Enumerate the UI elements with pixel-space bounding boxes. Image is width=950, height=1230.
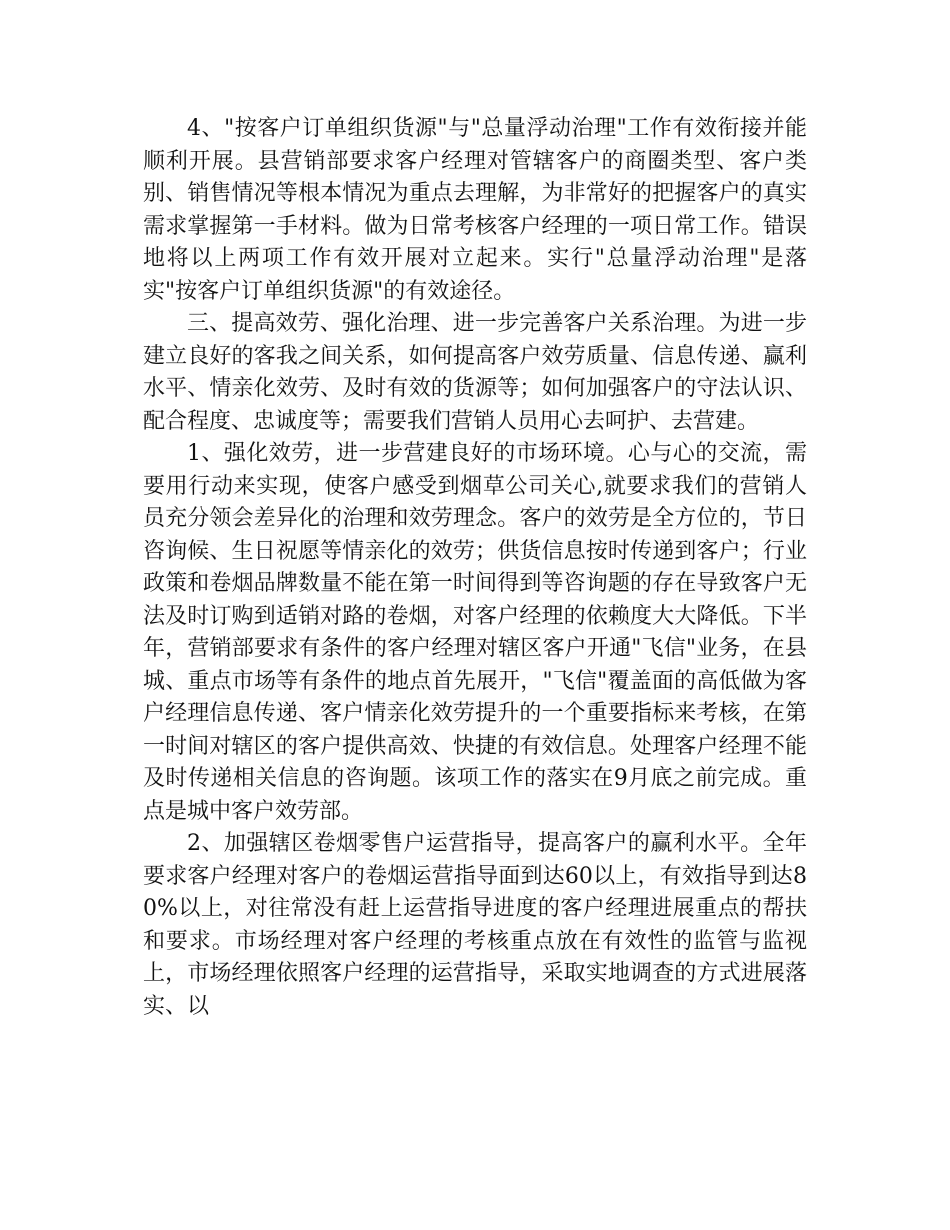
paragraph-item-1-service: 1、强化效劳，进一步营建良好的市场环境。心与心的交流，需要用行动来实现，使客户感受到烟草公司关心,就要求我们的营销人员充分领会差异化的治理和效劳理念。客户的效劳是全方位的，节日咨询候、生日祝愿等情亲化的效劳；供货信息按时传递到客户；行业政策和卷烟品牌数量不能在第一时间得到等咨询题的存在导致客户无法及时订购到适销对路的卷烟，对客户经理的依赖度大大降低。下半年，营销部要求有条件的客户经理对辖区客户开通"飞信"业务，在县城、重点市场等有条件的地点首先展开，"飞信"覆盖面的高低做为客户经理信息传递、客户情亲化效劳提升的一个重要指标来考核，在第一时间对辖区的客户提供高效、快捷的有效信息。处理客户经理不能及时传递相关信息的咨询题。该项工作的落实在9月底之前完成。重点是城中客户效劳部。 xyxy=(143,441,807,824)
document-body xyxy=(143,113,807,1023)
paragraph-item-2-guidance: 2、加强辖区卷烟零售户运营指导，提高客户的赢利水平。全年要求客户经理对客户的卷烟运营指导面到达60以上，有效指导到达80%以上，对往常没有赶上运营指导进度的客户经理进展重点的帮扶和要求。市场经理对客户经理的考核重点放在有效性的监管与监视上，市场经理依照客户经理的运营指导，采取实地调查的方式进展落实、以 xyxy=(143,831,807,1019)
paragraph-item-4-coordination: 4、"按客户订单组织货源"与"总量浮动治理"工作有效衔接并能顺利开展。县营销部要求客户经理对管辖客户的商圈类型、客户类别、销售情况等根本情况为重点去理解，为非常好的把握客户的真实需求掌握第一手材料。做为日常考核客户经理的一项日常工作。错误地将以上两项工作有效开展对立起来。实行"总量浮动治理"是落实"按客户订单组织货源"的有效途径。 xyxy=(143,116,807,304)
paragraph-section-3-service-management: 三、提高效劳、强化治理、进一步完善客户关系治理。为进一步建立良好的客我之间关系，如何提高客户效劳质量、信息传递、赢利水平、情亲化效劳、及时有效的货源等；如何加强客户的守法认识、配合程度、忠诚度等；需要我们营销人员用心去呵护、去营建。 xyxy=(143,311,807,434)
